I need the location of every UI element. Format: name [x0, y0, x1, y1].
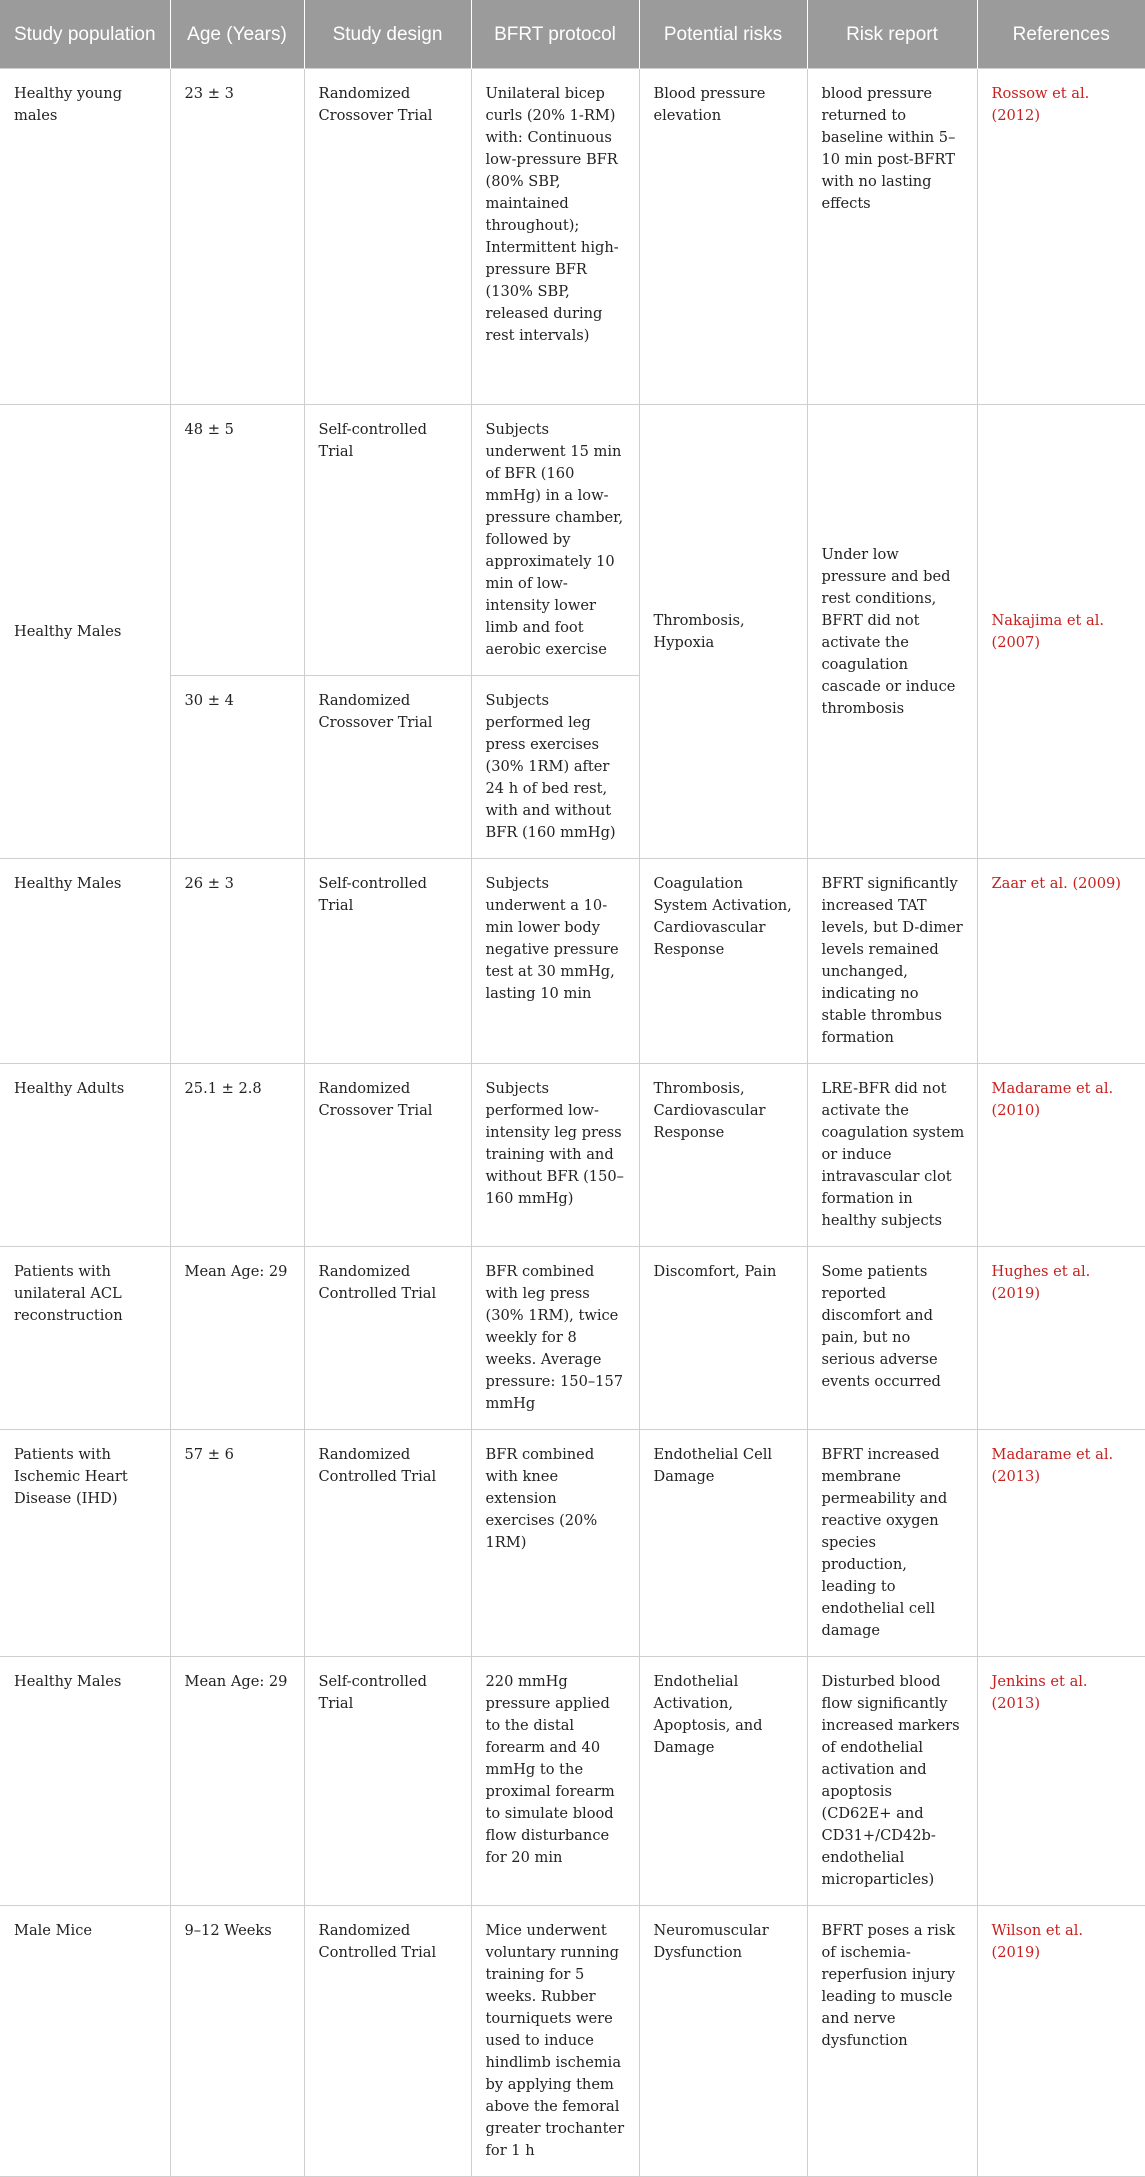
cell-risks: Blood pressure elevation	[639, 69, 807, 405]
table-row	[0, 1430, 1145, 1657]
cell-design: Self-controlled Trial	[304, 859, 471, 1064]
cell-protocol: 220 mmHg pressure applied to the distal forearm and 40 mmHg to the proximal forearm to simulate blood flow disturbance for 20 min	[471, 1657, 639, 1906]
cell-reference[interactable]: Madarame et al. (2013)	[977, 1430, 1145, 1657]
cell-population: Male Mice	[0, 1906, 170, 2177]
cell-report: LRE-BFR did not activate the coagulation system or induce intravascular clot formation in healthy subjects	[807, 1064, 977, 1247]
header-potential-risks: Potential risks	[639, 0, 807, 69]
cell-population: Healthy Adults	[0, 1064, 170, 1247]
cell-reference[interactable]: Wilson et al. (2019)	[977, 1906, 1145, 2177]
cell-protocol: Subjects underwent 15 min of BFR (160 mmHg) in a low-pressure chamber, followed by approximately 10 min of low-intensity lower limb and foot aerobic exercise	[471, 405, 639, 676]
header-study-design: Study design	[304, 0, 471, 69]
table-row	[0, 405, 1145, 676]
cell-design: Randomized Controlled Trial	[304, 1247, 471, 1430]
cell-protocol: Subjects performed leg press exercises (30% 1RM) after 24 h of bed rest, with and without BFR (160 mmHg)	[471, 676, 639, 859]
cell-protocol: Subjects performed low-intensity leg press training with and without BFR (150–160 mmHg)	[471, 1064, 639, 1247]
table-row	[0, 1064, 1145, 1247]
cell-reference[interactable]: Nakajima et al. (2007)	[977, 405, 1145, 859]
cell-population: Healthy young males	[0, 69, 170, 405]
cell-design: Randomized Crossover Trial	[304, 676, 471, 859]
table-row	[0, 1906, 1145, 2177]
cell-population: Patients with Ischemic Heart Disease (IHD)	[0, 1430, 170, 1657]
cell-report: Under low pressure and bed rest conditions, BFRT did not activate the coagulation cascade or induce thrombosis	[807, 405, 977, 859]
table-header	[0, 0, 1145, 69]
table-row	[0, 1657, 1145, 1906]
cell-protocol: BFR combined with knee extension exercises (20% 1RM)	[471, 1430, 639, 1657]
table-row	[0, 1247, 1145, 1430]
cell-population: Healthy Males	[0, 405, 170, 859]
cell-age: 25.1 ± 2.8	[170, 1064, 304, 1247]
cell-design: Randomized Crossover Trial	[304, 69, 471, 405]
header-row	[0, 0, 1145, 69]
cell-population: Healthy Males	[0, 859, 170, 1064]
cell-age: Mean Age: 29	[170, 1657, 304, 1906]
cell-reference[interactable]: Jenkins et al. (2013)	[977, 1657, 1145, 1906]
cell-age: 30 ± 4	[170, 676, 304, 859]
table-row	[0, 69, 1145, 405]
cell-design: Self-controlled Trial	[304, 1657, 471, 1906]
cell-design: Self-controlled Trial	[304, 405, 471, 676]
cell-risks: Endothelial Cell Damage	[639, 1430, 807, 1657]
cell-protocol: Unilateral bicep curls (20% 1-RM) with: Continuous low-pressure BFR (80% SBP, maintained throughout); Intermittent high-pressure BFR (130% SBP, released during rest intervals)	[471, 69, 639, 405]
cell-design: Randomized Crossover Trial	[304, 1064, 471, 1247]
cell-age: 57 ± 6	[170, 1430, 304, 1657]
cell-age: 9–12 Weeks	[170, 1906, 304, 2177]
cell-risks: Thrombosis, Hypoxia	[639, 405, 807, 859]
cell-report: Some patients reported discomfort and pain, but no serious adverse events occurred	[807, 1247, 977, 1430]
cell-age: 48 ± 5	[170, 405, 304, 676]
cell-report: BFRT increased membrane permeability and reactive oxygen species production, leading to endothelial cell damage	[807, 1430, 977, 1657]
cell-report: BFRT poses a risk of ischemia-reperfusion injury leading to muscle and nerve dysfunction	[807, 1906, 977, 2177]
cell-risks: Coagulation System Activation, Cardiovascular Response	[639, 859, 807, 1064]
table-row	[0, 859, 1145, 1064]
cell-population: Patients with unilateral ACL reconstruction	[0, 1247, 170, 1430]
cell-design: Randomized Controlled Trial	[304, 1906, 471, 2177]
cell-protocol: Mice underwent voluntary running training for 5 weeks. Rubber tourniquets were used to induce hindlimb ischemia by applying them above the femoral greater trochanter for 1 h	[471, 1906, 639, 2177]
cell-reference[interactable]: Zaar et al. (2009)	[977, 859, 1145, 1064]
cell-age: 26 ± 3	[170, 859, 304, 1064]
cell-protocol: BFR combined with leg press (30% 1RM), twice weekly for 8 weeks. Average pressure: 150–157 mmHg	[471, 1247, 639, 1430]
cell-age: Mean Age: 29	[170, 1247, 304, 1430]
cell-risks: Discomfort, Pain	[639, 1247, 807, 1430]
cell-reference[interactable]: Hughes et al. (2019)	[977, 1247, 1145, 1430]
cell-report: blood pressure returned to baseline within 5–10 min post-BFRT with no lasting effects	[807, 69, 977, 405]
cell-report: BFRT significantly increased TAT levels, but D-dimer levels remained unchanged, indicating no stable thrombus formation	[807, 859, 977, 1064]
cell-risks: Thrombosis, Cardiovascular Response	[639, 1064, 807, 1247]
table-body	[0, 69, 1145, 2177]
cell-protocol: Subjects underwent a 10-min lower body negative pressure test at 30 mmHg, lasting 10 min	[471, 859, 639, 1064]
header-study-population: Study population	[0, 0, 170, 69]
header-risk-report: Risk report	[807, 0, 977, 69]
cell-population: Healthy Males	[0, 1657, 170, 1906]
header-age: Age (Years)	[170, 0, 304, 69]
cell-report: Disturbed blood flow significantly increased markers of endothelial activation and apoptosis (CD62E+ and CD31+/CD42b- endothelial microparticles)	[807, 1657, 977, 1906]
cell-design: Randomized Controlled Trial	[304, 1430, 471, 1657]
cell-risks: Neuromuscular Dysfunction	[639, 1906, 807, 2177]
cell-age: 23 ± 3	[170, 69, 304, 405]
cell-risks: Endothelial Activation, Apoptosis, and Damage	[639, 1657, 807, 1906]
cell-reference[interactable]: Madarame et al. (2010)	[977, 1064, 1145, 1247]
header-references: References	[977, 0, 1145, 69]
header-bfrt-protocol: BFRT protocol	[471, 0, 639, 69]
cell-reference[interactable]: Rossow et al. (2012)	[977, 69, 1145, 405]
